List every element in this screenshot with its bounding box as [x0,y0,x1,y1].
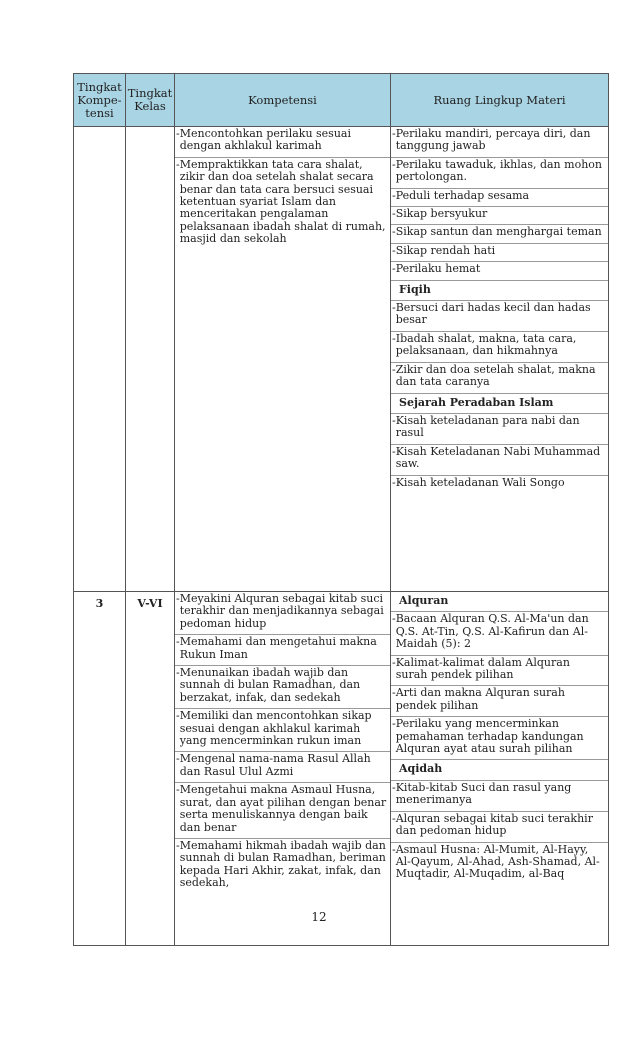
list-item [391,655,608,686]
list-item [391,842,608,885]
list-item [175,127,390,157]
list-item [391,224,608,242]
list-item [391,716,608,759]
list-item [391,811,608,842]
list-item-text: Kisah keteladanan Wali Songo [395,475,565,489]
kompetensi-list [175,592,390,894]
header-ruang-lingkup: Ruang Lingkup Materi [391,74,609,127]
list-item [391,261,608,279]
bullet-dash: - [392,243,396,257]
list-item-text: Perilaku hemat [395,262,481,276]
list-item [391,206,608,224]
page-number: 12 [311,910,327,924]
list-item [391,444,608,475]
list-item [175,634,390,665]
list-item-text: Bacaan Alquran Q.S. Al-Ma'un dan Q.S. At-Tin, Q.S. Al-Kafirun dan Al-Maidah (5): 2 [395,612,589,651]
list-item-text: Kisah Keteladanan Nabi Muhammad saw. [395,444,601,471]
list-item [391,685,608,716]
list-item [175,157,390,250]
list-item [391,611,608,654]
list-item-text: Perilaku yang mencerminkan pemahaman terhadap kandungan Alquran ayat atau surah pilihan [395,717,584,756]
table-row [74,127,609,592]
materi-sejarah-list [391,413,608,493]
list-item-text: Memiliki dan mencontohkan sikap sesuai dengan akhlakul karimah yang mencerminkan rukun iman [179,709,372,748]
list-item-text: Sikap santun dan menghargai teman [395,225,602,239]
list-item-text: Bersuci dari hadas kecil dan hadas besar [395,301,591,327]
bullet-dash: - [392,655,396,669]
cell-tingkat: 3 [74,592,126,946]
cell-kompetensi [175,592,391,946]
bullet-dash: - [392,780,396,794]
list-item [175,751,390,782]
bullet-dash: - [392,157,396,171]
cell-tingkat [74,127,126,592]
list-item-text: Perilaku mandiri, percaya diri, dan tanggung jawab [395,127,591,153]
list-item [175,665,390,708]
bullet-dash: - [392,188,396,202]
alquran-heading: Alquran [399,594,449,607]
list-item [391,780,608,811]
bullet-dash: - [392,413,396,427]
table-header-row [74,74,609,127]
list-item [391,188,608,206]
list-item-text: Ibadah shalat, makna, tata cara, pelaksanaan, dan hikmahnya [395,331,577,358]
list-item-text: Memahami hikmah ibadah wajib dan sunnah di bulan Ramadhan, beriman kepada Hari Akhir, zakat, infak, dan sedekah, [179,838,386,890]
list-item-text: Mengenal nama-nama Rasul Allah dan Rasul Ulul Azmi [179,752,371,778]
bullet-dash: - [176,127,180,140]
bullet-dash: - [392,331,396,345]
list-item-text: Asmaul Husna: Al-Mumit, Al-Hayy, Al-Qayum, Al-Ahad, Ash-Shamad, Al-Muqtadir, Al-Muqadim, al-Baq [395,842,600,881]
bullet-dash: - [176,838,180,852]
list-item [391,331,608,362]
fiqih-heading: Fiqih [391,280,608,300]
bullet-dash: - [176,157,180,171]
list-item [391,300,608,331]
header-tingkat-kompetensi: Tingkat Kompe-tensi [74,74,126,127]
bullet-dash: - [392,444,396,458]
table-row [74,592,609,946]
header-tingkat-kelas: Tingkat Kelas [126,74,175,127]
list-item-text: Sikap rendah hati [395,243,496,257]
list-item [175,838,390,894]
list-item-text: Meyakini Alquran sebagai kitab suci terakhir dan menjadikannya sebagai pedoman hidup [179,592,384,630]
bullet-dash: - [392,612,396,626]
bullet-dash: - [176,666,180,680]
bullet-dash: - [392,301,396,315]
list-item-text: Kisah keteladanan para nabi dan rasul [395,413,580,440]
aqidah-heading: Aqidah [391,759,608,779]
list-item-text: Sikap bersyukur [395,207,488,221]
bullet-dash: - [392,475,396,489]
bullet-dash: - [176,635,180,649]
list-item-text: Kitab-kitab Suci dan rasul yang menerimanya [395,780,572,807]
list-item [391,243,608,261]
list-item-text: Mengetahui makna Asmaul Husna, surat, dan ayat pilihan dengan benar serta menuliskannya dengan baik dan benar [179,783,387,834]
cell-materi [391,592,609,946]
list-item [391,413,608,444]
bullet-dash: - [392,686,396,700]
list-item [175,708,390,751]
curriculum-table [73,73,609,946]
kompetensi-list [175,127,390,250]
list-item [391,157,608,188]
materi-alquran-list [391,611,608,759]
bullet-dash: - [392,127,396,140]
list-item-text: Mencontohkan perilaku sesuai dengan akhlakul karimah [179,127,351,153]
list-item-text: Menunaikan ibadah wajib dan sunnah di bulan Ramadhan, dan berzakat, infak, dan sedekah [179,666,361,704]
list-item-text: Peduli terhadap sesama [395,188,530,202]
list-item-text: Perilaku tawaduk, ikhlas, dan mohon pertolongan. [395,157,602,184]
materi-aqidah-list [391,780,608,885]
list-item-text: Zikir dan doa setelah shalat, makna dan tata caranya [395,362,596,389]
list-item [391,127,608,157]
bullet-dash: - [176,592,180,605]
bullet-dash: - [392,717,396,731]
list-item-text: Kalimat-kalimat dalam Alquran surah pendek pilihan [395,655,570,682]
bullet-dash: - [392,207,396,221]
list-item-text: Arti dan makna Alquran surah pendek pilihan [395,686,565,712]
bullet-dash: - [392,225,396,239]
list-item [175,782,390,838]
bullet-dash: - [392,842,396,856]
bullet-dash: - [392,811,396,825]
list-item [391,475,608,493]
materi-akhlak-list [391,127,608,280]
list-item-text: Alquran sebagai kitab suci terakhir dan pedoman hidup [395,811,593,838]
cell-materi [391,127,609,592]
sejarah-heading: Sejarah Peradaban Islam [391,393,608,413]
materi-fiqih-list [391,300,608,392]
cell-kelas [126,127,175,592]
cell-kelas: V-VI [126,592,175,946]
list-item-text: Memahami dan mengetahui makna Rukun Iman [179,635,377,661]
bullet-dash: - [176,752,180,766]
bullet-dash: - [176,783,180,797]
bullet-dash: - [176,709,180,723]
header-kompetensi: Kompetensi [175,74,391,127]
list-item [391,362,608,393]
list-item-text: Mempraktikkan tata cara shalat, zikir dan doa setelah shalat secara benar dan tata cara bersuci sesuai ketentuan syariat Islam dan menceritakan pengalaman pelaksanaan ibadah shalat di rumah, masjid dan sekolah [179,157,386,246]
bullet-dash: - [392,362,396,376]
bullet-dash: - [392,262,396,276]
list-item [175,592,390,634]
cell-kompetensi [175,127,391,592]
